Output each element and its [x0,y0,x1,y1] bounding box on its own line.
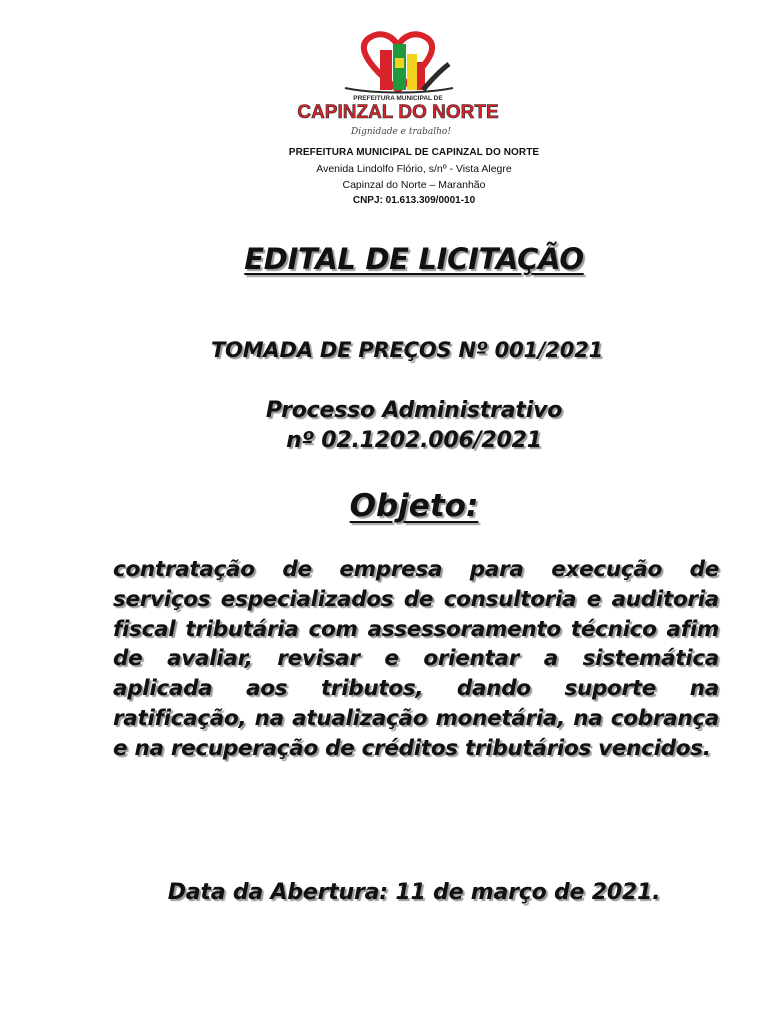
logo-graphic [283,28,513,144]
institution-address: Avenida Lindolfo Flório, s/nº - Vista Alegre [316,163,512,175]
logo-name: CAPINZAL DO NORTE [297,102,499,123]
institution-name: PREFEITURA MUNICIPAL DE CAPINZAL DO NORTE [288,147,540,158]
institution-city: Capinzal do Norte – Maranhão [342,179,486,191]
prefeitura-logo [283,28,513,144]
processo-line-1: Processo Administrativo [265,398,563,423]
logo-slogan: Dignidade e trabalho! [351,127,451,137]
institution-cnpj: CNPJ: 01.613.309/0001-10 [352,195,476,206]
logo-top-text: PREFEITURA MUNICIPAL DE [353,95,443,102]
objeto-heading: Objeto: [349,488,479,524]
processo-administrativo [0,396,770,456]
processo-line-2: nº 02.1202.006/2021 [286,428,542,453]
document-title: EDITAL DE LICITAÇÃO [244,242,584,276]
objeto-description: contratação de empresa para execução de serviços especializados de consultoria e auditoria fiscal tributária com assessoramento técnico afim de avaliar, revisar e orientar a sistemática aplicada aos tributos, dando suporte na ratificação, na atualização monetária, na cobrança e na recuperação de créditos tributários vencidos. [113,557,719,761]
tomada-de-precos: TOMADA DE PREÇOS Nº 001/2021 [210,338,604,362]
data-abertura: Data da Abertura: 11 de março de 2021. [167,880,661,905]
